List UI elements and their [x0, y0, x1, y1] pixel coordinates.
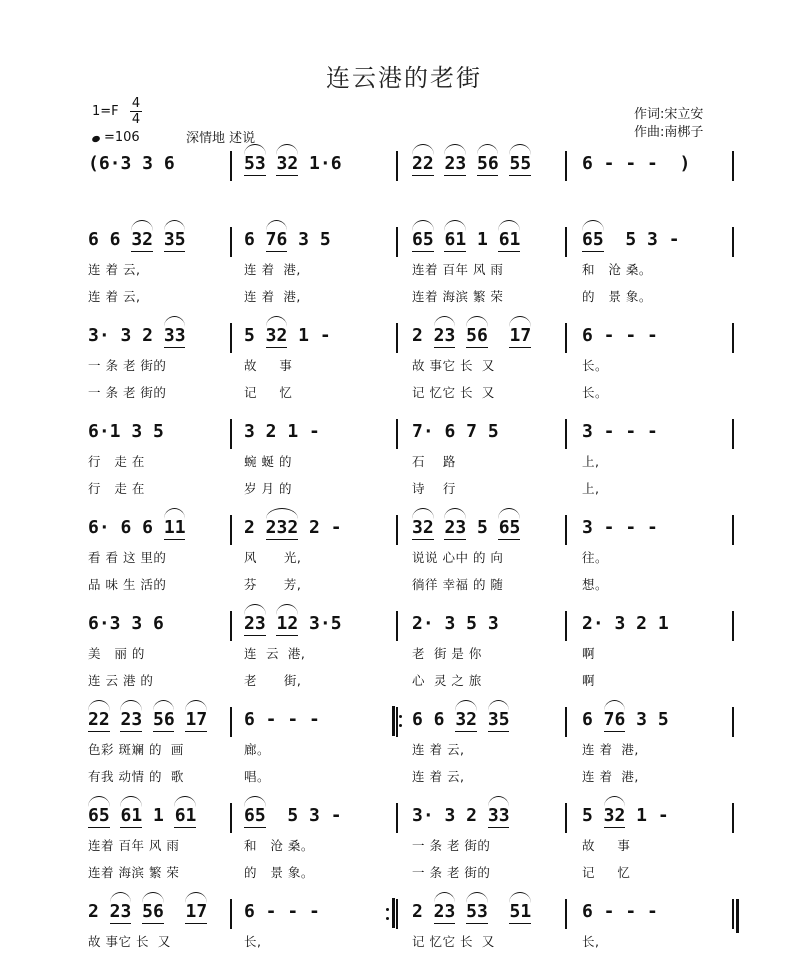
- slur-mark: [276, 604, 298, 615]
- lyric-verse-2: 一 条 老 街的: [88, 385, 167, 400]
- slur-mark: [509, 144, 531, 155]
- lyric-verse-1: 连 着 港,: [244, 262, 301, 277]
- eighth-beam: [120, 731, 142, 732]
- lyric-verse-2: 的 景 象。: [244, 865, 314, 880]
- measure-notes: 32 23 5 65: [412, 517, 521, 538]
- slur-mark: [509, 892, 531, 903]
- slur-mark: [120, 700, 142, 711]
- bar-line: [565, 151, 567, 181]
- lyric-verse-2: 连 着 云,: [412, 769, 465, 784]
- lyric-verse-1: 连 着 云,: [88, 262, 141, 277]
- measure-notes: 2 23 56 17: [412, 325, 532, 346]
- lyric-verse-1: 老 街 是 你: [412, 646, 482, 661]
- eighth-beam: [185, 731, 207, 732]
- measure-notes: 53 32 1·6: [244, 153, 342, 174]
- measure-notes: 2 23 56 17: [88, 901, 208, 922]
- bar-line: [396, 323, 398, 353]
- repeat-dot: [399, 724, 402, 727]
- lyric-verse-1: 连着 百年 风 雨: [88, 838, 180, 853]
- lyric-verse-2: 品 味 生 活的: [88, 577, 167, 592]
- measure-notes: 65 5 3 -: [582, 229, 680, 250]
- lyric-verse-1: 记 忆它 长 又: [412, 934, 495, 949]
- lyric-verse-1: 故 事它 长 又: [412, 358, 495, 373]
- lyric-verse-1: 往。: [582, 550, 609, 565]
- bar-line: [565, 227, 567, 257]
- measure-notes: 6 76 3 5: [244, 229, 331, 250]
- eighth-beam: [434, 923, 456, 924]
- slur-mark: [488, 796, 510, 807]
- repeat-dot: [386, 917, 389, 920]
- bar-line: [230, 419, 232, 449]
- lyric-verse-2: 记 忆: [582, 865, 631, 880]
- tempo-mark: =106: [104, 130, 140, 145]
- eighth-beam: [266, 539, 298, 540]
- lyric-verse-1: 看 看 这 里的: [88, 550, 167, 565]
- lyric-verse-2: 长。: [582, 385, 609, 400]
- eighth-beam: [455, 731, 477, 732]
- slur-mark: [244, 144, 266, 155]
- bar-line: [396, 227, 398, 257]
- bar-line: [396, 707, 398, 737]
- eighth-beam: [131, 251, 153, 252]
- eighth-beam: [88, 827, 110, 828]
- lyric-verse-1: 说说 心中 的 向: [412, 550, 504, 565]
- measure-notes: 3· 3 2 33: [412, 805, 510, 826]
- eighth-beam: [604, 827, 626, 828]
- repeat-dot: [399, 715, 402, 718]
- song-title: 连云港的老街: [326, 64, 482, 92]
- lyric-verse-2: 一 条 老 街的: [412, 865, 491, 880]
- measure-notes: 22 23 56 17: [88, 709, 208, 730]
- slur-mark: [185, 700, 207, 711]
- slur-mark: [444, 220, 466, 231]
- slur-mark: [412, 220, 434, 231]
- measure-notes: 3 - - -: [582, 421, 658, 442]
- lyric-verse-1: 色彩 斑斓 的 画: [88, 742, 184, 757]
- bar-line: [732, 899, 734, 929]
- bar-line: [732, 419, 734, 449]
- eighth-beam: [120, 827, 142, 828]
- lyric-verse-1: 长,: [582, 934, 600, 949]
- time-bottom: 4: [131, 112, 141, 127]
- measure-notes: 22 23 56 55: [412, 153, 532, 174]
- slur-mark: [266, 316, 288, 327]
- bar-line: [565, 419, 567, 449]
- eighth-beam: [174, 827, 196, 828]
- eighth-beam: [276, 175, 298, 176]
- slur-mark: [604, 796, 626, 807]
- slur-mark: [164, 316, 186, 327]
- slur-mark: [412, 144, 434, 155]
- eighth-beam: [466, 347, 488, 348]
- eighth-beam: [498, 251, 520, 252]
- measure-notes: 5 32 1 -: [244, 325, 331, 346]
- lyric-verse-2: 连 着 港,: [244, 289, 301, 304]
- measure-notes: 2 23 53 51: [412, 901, 532, 922]
- slur-mark: [131, 220, 153, 231]
- bar-line: [732, 227, 734, 257]
- repeat-start-bar: [392, 706, 395, 736]
- bar-line: [565, 707, 567, 737]
- eighth-beam: [444, 251, 466, 252]
- slur-mark: [498, 220, 520, 231]
- lyric-verse-2: 岁 月 的: [244, 481, 292, 496]
- measure-notes: 6 6 32 35: [88, 229, 186, 250]
- slur-mark: [153, 700, 175, 711]
- slur-mark: [266, 220, 288, 231]
- lyric-verse-1: 连 云 港,: [244, 646, 306, 661]
- eighth-beam: [164, 251, 186, 252]
- lyric-verse-1: 一 条 老 街的: [412, 838, 491, 853]
- slur-mark: [266, 508, 298, 519]
- bar-line: [565, 515, 567, 545]
- measure-notes: 6 76 3 5: [582, 709, 669, 730]
- eighth-beam: [164, 539, 186, 540]
- eighth-beam: [244, 635, 266, 636]
- bar-line: [565, 611, 567, 641]
- slur-mark: [466, 316, 488, 327]
- measure-notes: 6·1 3 5: [88, 421, 164, 442]
- bar-line: [565, 899, 567, 929]
- bar-line: [732, 515, 734, 545]
- bar-line: [565, 803, 567, 833]
- bar-line: [230, 899, 232, 929]
- slur-mark: [164, 220, 186, 231]
- slur-mark: [244, 604, 266, 615]
- lyric-verse-2: 连 着 港,: [582, 769, 639, 784]
- measure-notes: 3· 3 2 33: [88, 325, 186, 346]
- lyric-verse-2: 连着 海滨 繁 荣: [412, 289, 504, 304]
- eighth-beam: [142, 923, 164, 924]
- slur-mark: [412, 508, 434, 519]
- lyric-verse-1: 啊: [582, 646, 596, 661]
- measure-notes: 6 - - -: [244, 709, 320, 730]
- bar-line: [396, 151, 398, 181]
- measure-notes: 23 12 3·5: [244, 613, 342, 634]
- composer-credit: 作曲:南梆子: [634, 125, 704, 140]
- slur-mark: [488, 700, 510, 711]
- lyric-verse-1: 长,: [244, 934, 262, 949]
- eighth-beam: [509, 175, 531, 176]
- lyric-verse-1: 廊。: [244, 742, 271, 757]
- slur-mark: [477, 144, 499, 155]
- time-signature: [130, 96, 142, 127]
- bar-line: [230, 323, 232, 353]
- lyric-verse-2: 有我 动情 的 歌: [88, 769, 184, 784]
- lyric-verse-1: 连 着 港,: [582, 742, 639, 757]
- lyric-verse-2: 啊: [582, 673, 596, 688]
- slur-mark: [88, 796, 110, 807]
- lyric-verse-2: 连 着 云,: [88, 289, 141, 304]
- measure-notes: 2· 3 5 3: [412, 613, 499, 634]
- lyric-verse-2: 上,: [582, 481, 600, 496]
- slur-mark: [444, 508, 466, 519]
- eighth-beam: [488, 827, 510, 828]
- lyric-verse-1: 故 事: [582, 838, 631, 853]
- bar-line: [565, 323, 567, 353]
- eighth-beam: [185, 923, 207, 924]
- slur-mark: [276, 144, 298, 155]
- measure-notes: 3 2 1 -: [244, 421, 320, 442]
- lyric-verse-2: 连着 海滨 繁 荣: [88, 865, 180, 880]
- eighth-beam: [604, 731, 626, 732]
- eighth-beam: [444, 175, 466, 176]
- lyric-verse-1: 连 着 云,: [412, 742, 465, 757]
- time-top: 4: [131, 96, 141, 111]
- bar-line: [396, 419, 398, 449]
- lyric-verse-1: 故 事: [244, 358, 293, 373]
- lyric-verse-2: 心 灵 之 旅: [412, 673, 482, 688]
- lyric-verse-1: 蜿 蜒 的: [244, 454, 292, 469]
- measure-notes: 6 6 32 35: [412, 709, 510, 730]
- lyric-verse-2: 老 街,: [244, 673, 302, 688]
- eighth-beam: [466, 923, 488, 924]
- lyric-verse-1: 和 沧 桑。: [244, 838, 314, 853]
- slur-mark: [244, 796, 266, 807]
- eighth-beam: [582, 251, 604, 252]
- slur-mark: [142, 892, 164, 903]
- lyric-verse-2: 记 忆: [244, 385, 293, 400]
- bar-line: [396, 803, 398, 833]
- lyric-verse-2: 想。: [582, 577, 609, 592]
- bar-line: [732, 323, 734, 353]
- lyric-verse-2: 的 景 象。: [582, 289, 652, 304]
- measure-notes: 6 - - -: [582, 325, 658, 346]
- lyric-verse-1: 石 路: [412, 454, 456, 469]
- bar-line: [230, 803, 232, 833]
- bar-line: [230, 707, 232, 737]
- eighth-beam: [509, 347, 531, 348]
- measure-notes: 2 232 2 -: [244, 517, 342, 538]
- measure-notes: 3 - - -: [582, 517, 658, 538]
- bar-line: [230, 611, 232, 641]
- slur-mark: [174, 796, 196, 807]
- eighth-beam: [266, 347, 288, 348]
- measure-notes: 65 61 1 61: [412, 229, 521, 250]
- slur-mark: [88, 700, 110, 711]
- lyric-verse-1: 长。: [582, 358, 609, 373]
- eighth-beam: [276, 635, 298, 636]
- eighth-beam: [498, 539, 520, 540]
- eighth-beam: [412, 175, 434, 176]
- bar-line: [396, 515, 398, 545]
- quarter-note-icon: [91, 135, 101, 143]
- eighth-beam: [477, 175, 499, 176]
- bar-line: [230, 515, 232, 545]
- lyric-verse-2: 记 忆它 长 又: [412, 385, 495, 400]
- eighth-beam: [444, 539, 466, 540]
- lyric-verse-1: 故 事它 长 又: [88, 934, 171, 949]
- eighth-beam: [434, 347, 456, 348]
- eighth-beam: [412, 539, 434, 540]
- lyric-verse-2: 诗 行: [412, 481, 456, 496]
- repeat-bar: [392, 898, 395, 928]
- measure-notes: 2· 3 2 1: [582, 613, 669, 634]
- repeat-dot: [386, 908, 389, 911]
- lyric-verse-2: 行 走 在: [88, 481, 145, 496]
- measure-notes: 6·3 3 6: [88, 613, 164, 634]
- eighth-beam: [266, 251, 288, 252]
- measure-notes: 6 - - - ): [582, 153, 691, 174]
- measure-notes: 65 5 3 -: [244, 805, 342, 826]
- key-signature: 1=F: [92, 104, 119, 119]
- measure-notes: 65 61 1 61: [88, 805, 197, 826]
- measure-notes: 6 - - -: [582, 901, 658, 922]
- lyricist-credit: 作词:宋立安: [634, 107, 704, 122]
- bar-line: [230, 227, 232, 257]
- bar-line: [732, 611, 734, 641]
- lyric-verse-1: 一 条 老 街的: [88, 358, 167, 373]
- measure-notes: 6· 6 6 11: [88, 517, 186, 538]
- slur-mark: [604, 700, 626, 711]
- eighth-beam: [244, 827, 266, 828]
- lyric-verse-2: 徜徉 幸福 的 随: [412, 577, 504, 592]
- lyric-verse-2: 连 云 港 的: [88, 673, 154, 688]
- slur-mark: [110, 892, 132, 903]
- slur-mark: [444, 144, 466, 155]
- slur-mark: [120, 796, 142, 807]
- lyric-verse-1: 连着 百年 风 雨: [412, 262, 504, 277]
- measure-notes: 6 - - -: [244, 901, 320, 922]
- slur-mark: [466, 892, 488, 903]
- slur-mark: [185, 892, 207, 903]
- measure-notes: 5 32 1 -: [582, 805, 669, 826]
- lyric-verse-1: 上,: [582, 454, 600, 469]
- slur-mark: [434, 892, 456, 903]
- lyric-verse-2: 芬 芳,: [244, 577, 302, 592]
- slur-mark: [164, 508, 186, 519]
- eighth-beam: [509, 923, 531, 924]
- eighth-beam: [488, 731, 510, 732]
- lyric-verse-1: 和 沧 桑。: [582, 262, 652, 277]
- lyric-verse-1: 美 丽 的: [88, 646, 145, 661]
- measure-notes: 7· 6 7 5: [412, 421, 499, 442]
- eighth-beam: [244, 175, 266, 176]
- bar-line: [396, 899, 398, 929]
- lyric-verse-2: 唱。: [244, 769, 271, 784]
- measure-notes: (6·3 3 6: [88, 153, 175, 174]
- bar-line: [732, 803, 734, 833]
- lyric-verse-1: 行 走 在: [88, 454, 145, 469]
- final-bar-line: [736, 899, 739, 933]
- eighth-beam: [88, 731, 110, 732]
- bar-line: [732, 707, 734, 737]
- eighth-beam: [164, 347, 186, 348]
- eighth-beam: [110, 923, 132, 924]
- slur-mark: [582, 220, 604, 231]
- slur-mark: [434, 316, 456, 327]
- eighth-beam: [412, 251, 434, 252]
- bar-line: [230, 151, 232, 181]
- bar-line: [732, 151, 734, 181]
- bar-line: [396, 611, 398, 641]
- slur-mark: [509, 316, 531, 327]
- slur-mark: [498, 508, 520, 519]
- expression-mark: 深情地 述说: [186, 131, 256, 146]
- eighth-beam: [153, 731, 175, 732]
- lyric-verse-1: 风 光,: [244, 550, 302, 565]
- slur-mark: [455, 700, 477, 711]
